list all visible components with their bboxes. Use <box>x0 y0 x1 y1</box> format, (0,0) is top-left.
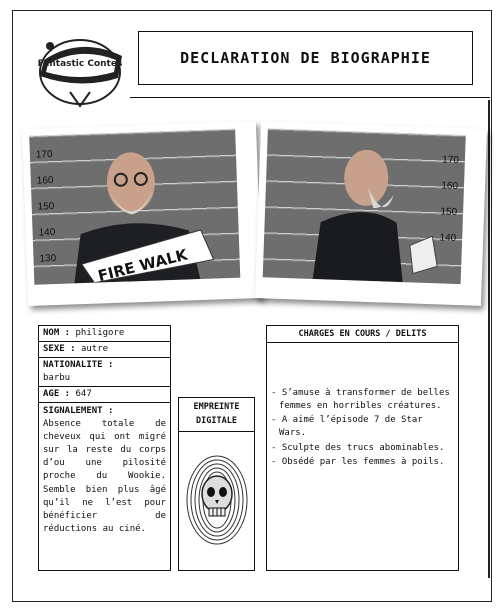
charges-box <box>266 325 459 571</box>
fingerprint-skull-image <box>182 450 252 550</box>
header-divider <box>130 97 490 98</box>
fingerprint-label-1: EMPREINTE <box>193 402 240 412</box>
age-value: 647 <box>75 389 92 400</box>
charge-item: - A aimé l’épisode 7 de Star Wars. <box>271 415 423 439</box>
signalement-label: SIGNALEMENT : <box>43 406 114 417</box>
sexe-label: SEXE : <box>43 344 76 355</box>
charge-item: - Sculpte des trucs abominables. <box>271 442 445 453</box>
fingerprint-label-2: DIGITALE <box>196 415 237 426</box>
mugshot-profile <box>255 121 487 306</box>
charge-item: - S’amuse à transformer de belles femmes en horribles créatures. <box>271 388 450 412</box>
sign-text: FIRE WALK <box>96 245 190 285</box>
signalement-section <box>39 403 170 537</box>
title-box <box>138 31 473 85</box>
age-label: AGE : <box>43 389 71 400</box>
nom-label: NOM : <box>43 328 71 338</box>
height-tick: 140 <box>439 232 457 244</box>
logo-text: Fantastic Contes <box>37 59 123 69</box>
logo <box>30 30 130 110</box>
height-tick: 160 <box>36 175 54 187</box>
page-title: DECLARATION DE BIOGRAPHIE <box>180 49 431 67</box>
sexe-value: autre <box>80 344 109 355</box>
nom-value: philigore <box>75 328 125 338</box>
fingerprint-header <box>179 398 254 432</box>
age-row <box>39 387 170 403</box>
height-tick: 170 <box>442 154 460 167</box>
height-tick: 150 <box>440 206 458 219</box>
person-profile <box>263 128 466 284</box>
height-tick: 150 <box>37 201 55 213</box>
person-front <box>29 129 240 285</box>
height-tick: 160 <box>441 180 459 193</box>
height-tick: 170 <box>35 149 53 161</box>
signalement-value: Absence totale de cheveux qui ont migré sur la reste du corps d’ou une pilosité proche du Wookie. Semble bien plus âgé qu’il ne l’est pour bénéficier de réductions au ciné. <box>43 419 166 534</box>
nom-row <box>39 326 170 342</box>
right-border-line <box>488 100 490 578</box>
charges-header: CHARGES EN COURS / DELITS <box>267 326 458 343</box>
fingerprint-box <box>178 397 255 571</box>
height-tick: 130 <box>39 253 57 265</box>
height-tick: 140 <box>38 227 56 239</box>
nationalite-label: NATIONALITE : <box>43 360 114 371</box>
mugshot-front <box>22 121 262 306</box>
charges-list <box>267 343 458 468</box>
identity-box <box>38 325 171 571</box>
nationalite-row <box>39 358 170 387</box>
nationalite-value: barbu <box>43 373 71 384</box>
sexe-row <box>39 342 170 358</box>
charge-item: - Obsédé par les femmes à poils. <box>271 456 445 467</box>
